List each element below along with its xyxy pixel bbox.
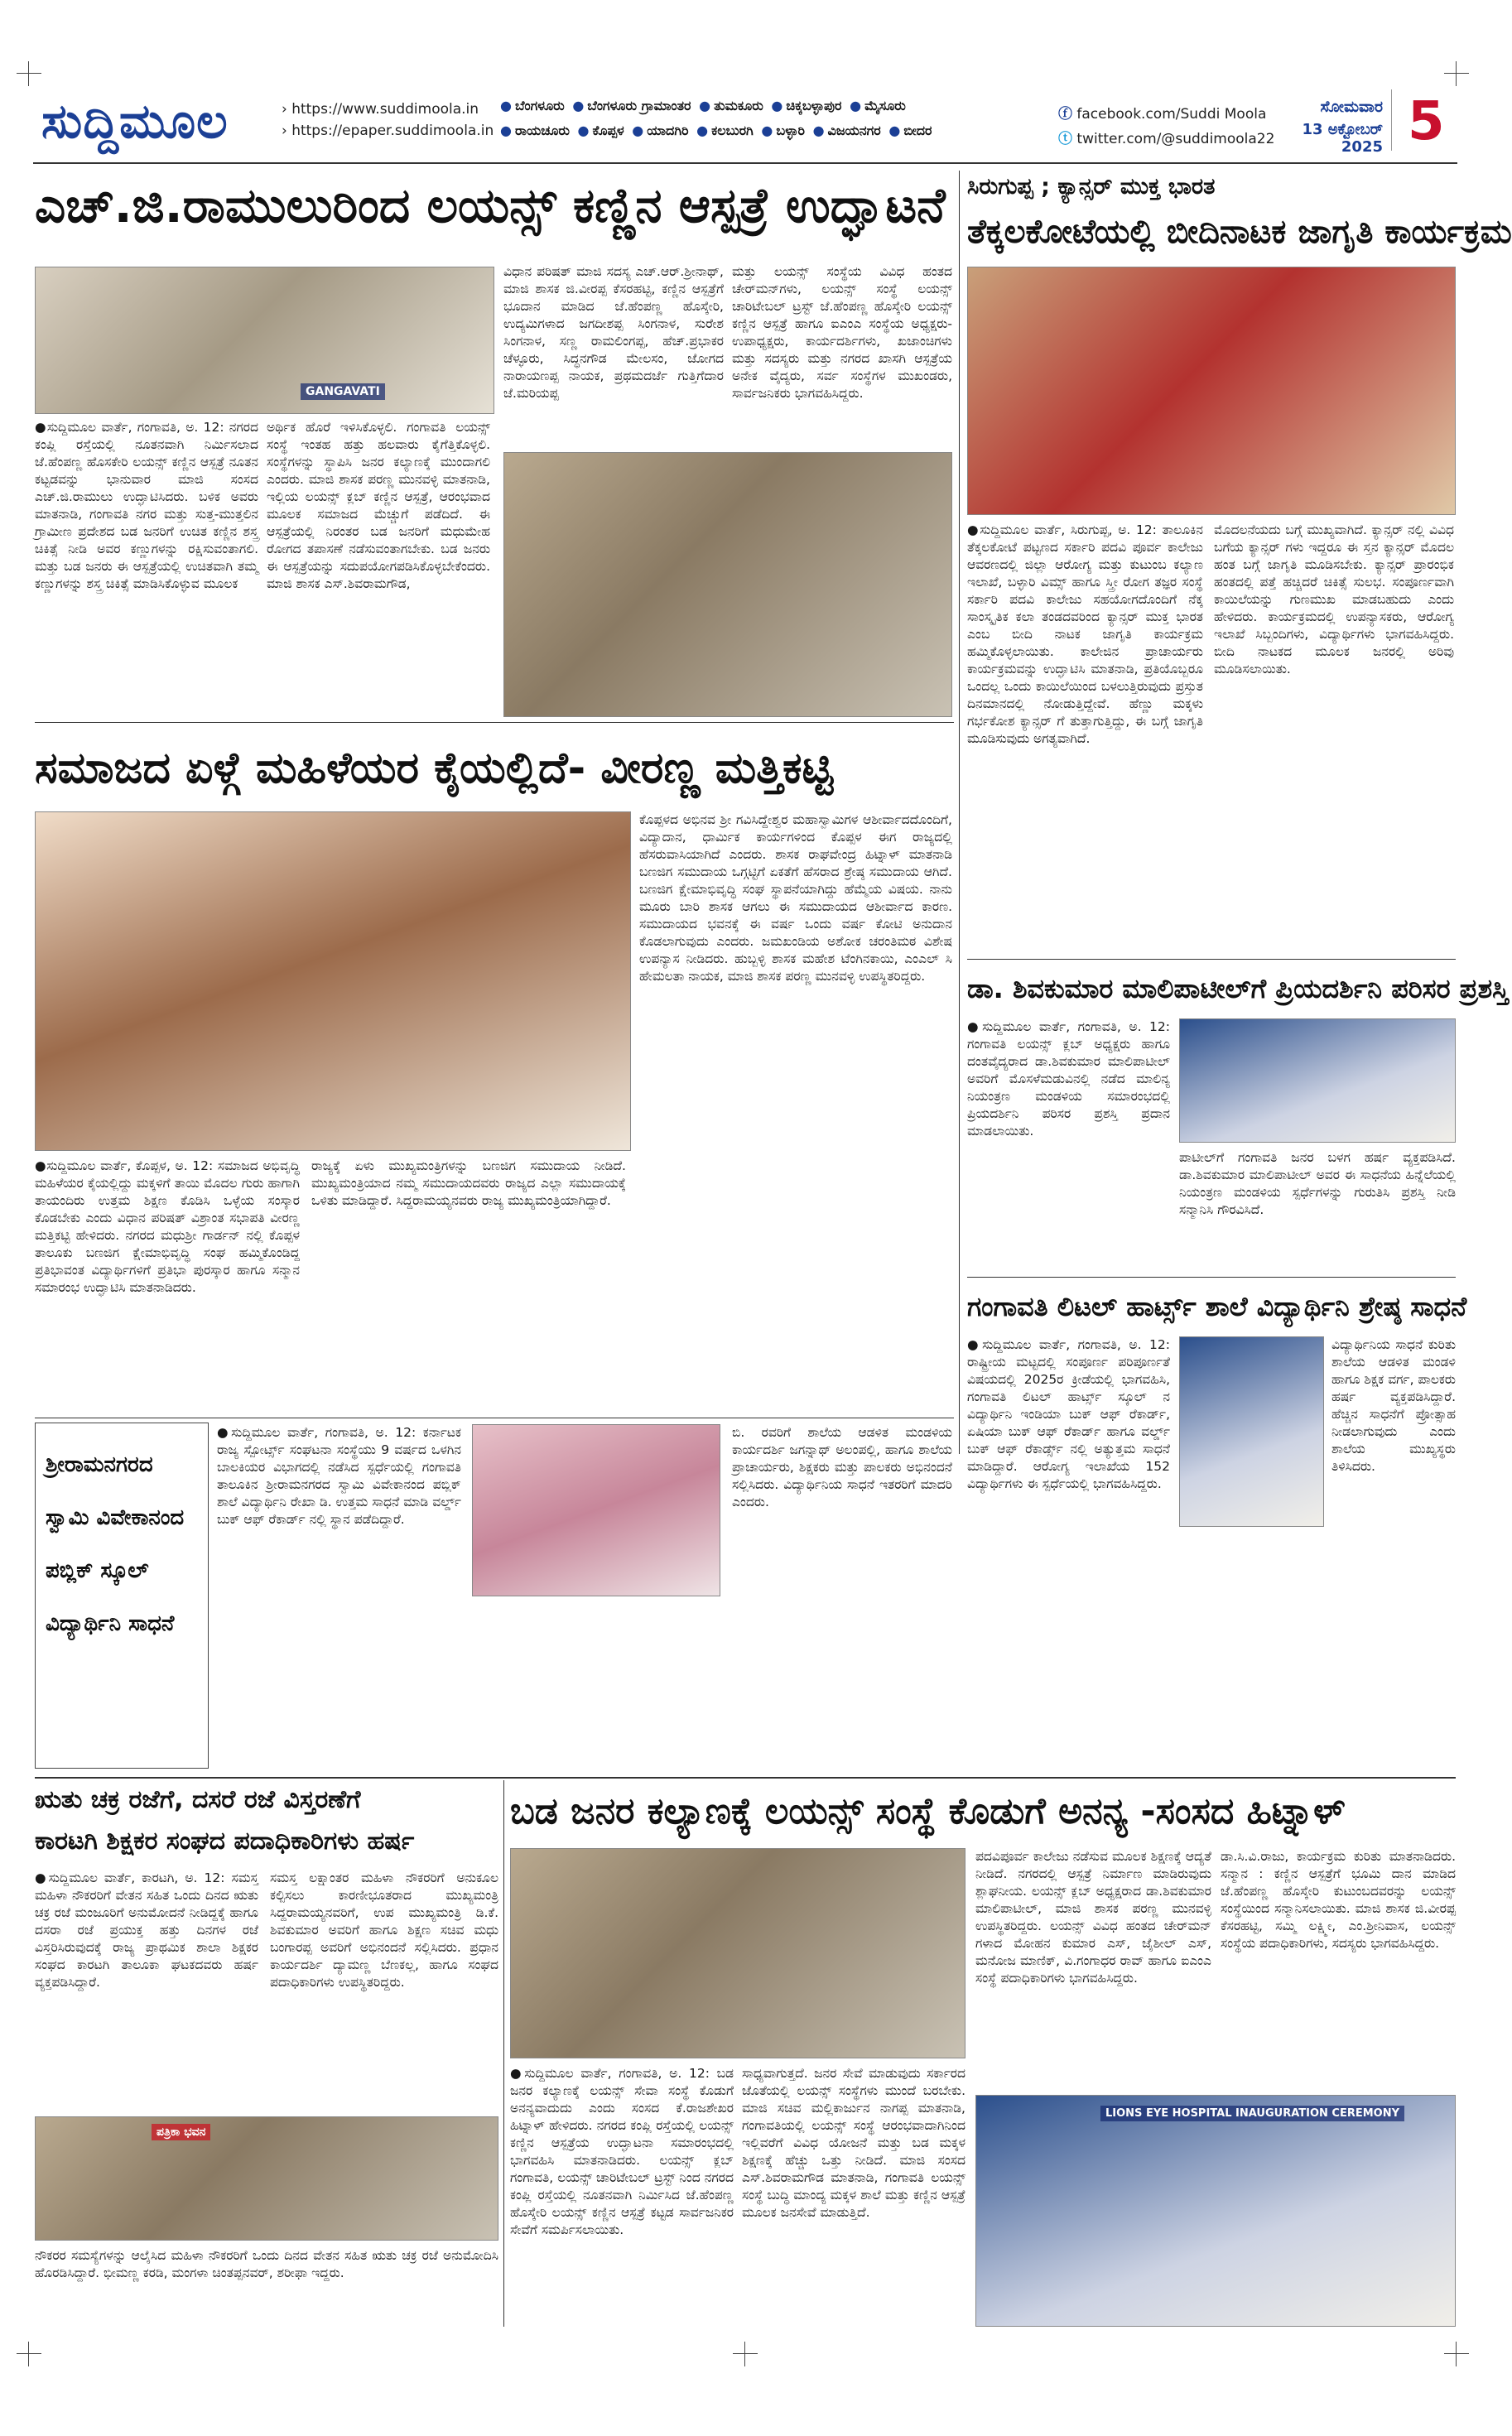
story4-headline: ಡಾ. ಶಿವಕುಮಾರ ಮಾಲಿಪಾಟೀಲ್‌ಗೆ ಪ್ರಿಯದರ್ಶಿನಿ ಪರಿಸರ ಪ್ರಶಸ್ತಿ <box>967 973 1509 1004</box>
story7-column-2: ಸಾಧ್ಯವಾಗುತ್ತದೆ. ಜನರ ಸೇವೆ ಮಾಡುವುದು ಸರ್ಕಾರದ ಜೊತೆಯಲ್ಲಿ ಲಯನ್ಸ್ ಸಂಸ್ಥೆಗಳು ಮುಂದೆ ಬರಬೇಕು. ಮಾಜಿ ಸಚಿವ ಮಲ್ಲಿಕಾರ್ಜುನ ನಾಗಪ್ಪ ಮಾತನಾಡಿ, ಗಂಗಾವತಿಯಲ್ಲಿ ಲಯನ್ಸ್ ಸಂಸ್ಥೆ ಆರಂಭವಾದಾಗಿನಿಂದ ಇಲ್ಲಿವರೆಗೆ ವಿವಿಧ ಯೋಜನೆ ಮತ್ತು ಬಡ ಮಕ್ಕಳ ಶಿಕ್ಷಣಕ್ಕೆ ಹೆಚ್ಚು ಒತ್ತು ನೀಡಿದೆ. ಮಾಜಿ ಸಂಸದ ಎಸ್.ಶಿವರಾಮಗೌಡ ಮಾತನಾಡಿ, ಗಂಗಾವತಿ ಲಯನ್ಸ್ ಸಂಸ್ಥೆ ಬುದ್ಧಿ ಮಾಂದ್ಯ ಮಕ್ಕಳ ಶಾಲೆ ಮತ್ತು ಕಣ್ಣಿನ ಆಸ್ಪತ್ರೆ ಮೂಲಕ ಜನಸೇವೆ ಮಾಡುತ್ತಿದೆ. <box>742 2066 965 2220</box>
section-rule <box>35 722 954 723</box>
crop-mark <box>17 61 41 86</box>
page-number: 5 <box>1408 91 1445 152</box>
story7-photo-banner: LIONS EYE HOSPITAL INAUGURATION CEREMONY <box>1100 2106 1404 2121</box>
story1-photo-1 <box>35 267 494 414</box>
side-box-title: ಶ್ರೀರಾಮನಗರದ ಸ್ವಾಮಿ ವಿವೇಕಾನಂದ ಪಬ್ಲಿಕ್ ಸ್ಕೂಲ್ ವಿದ್ಯಾರ್ಥಿನಿ ಸಾಧನೆ <box>35 1423 209 1769</box>
issue-date: ಸೋಮವಾರ 13 ಅಕ್ಟೋಬರ್ 2025 <box>1302 98 1383 156</box>
story4-column-1: ●ಸುದ್ದಿಮೂಲ ವಾರ್ತೆ, ಗಂಗಾವತಿ, ಅ. 12: ಗಂಗಾವತಿ ಲಯನ್ಸ್ ಕ್ಲಬ್ ಅಧ್ಯಕ್ಷರು ಹಾಗೂ ದಂತವೈದ್ಯರಾದ ಡಾ.ಶಿವಕುಮಾರ ಮಾಲಿಪಾಟೀಲ್ ಅವರಿಗೆ ಮೊಸಳೆಮಡುವಿನಲ್ಲಿ ನಡೆದ ಮಾಲಿನ್ಯ ನಿಯಂತ್ರಣ ಮಂಡಳಿಯ ಸಮಾರಂಭದಲ್ಲಿ ಪ್ರಿಯದರ್ಶಿನಿ ಪರಿಸರ ಪ್ರಶಸ್ತಿ ಪ್ರದಾನ ಮಾಡಲಾಯಿತು. <box>967 1019 1170 1139</box>
story6-column-2: ಸಮಸ್ತ ಲಕ್ಷಾಂತರ ಮಹಿಳಾ ನೌಕರರಿಗೆ ಅನುಕೂಲ ಕಲ್ಪಿಸಲು ಕಾರಣೀಭೂತರಾದ ಮುಖ್ಯಮಂತ್ರಿ ಸಿದ್ದರಾಮಯ್ಯನವರಿಗೆ, ಉಪ ಮುಖ್ಯಮಂತ್ರಿ ಡಿ.ಕೆ. ಶಿವಕುಮಾರ ಅವರಿಗೆ ಹಾಗೂ ಶಿಕ್ಷಣ ಸಚಿವ ಮಧು ಬಂಗಾರಪ್ಪ ಅವರಿಗೆ ಅಭಿನಂದನೆ ಸಲ್ಲಿಸಿದರು. ಪ್ರಧಾನ ಕಾರ್ಯದರ್ಶಿ ದ್ಯಾಮಣ್ಣ ಬೆಣಕಲ್ಲ, ಹಾಗೂ ಸಂಘದ ಪದಾಧಿಕಾರಿಗಳು ಉಪಸ್ಥಿತರಿದ್ದರು. <box>270 1870 498 1990</box>
story3-headline: ಸಮಾಜದ ಏಳ್ಗೆ ಮಹಿಳೆಯರ ಕೈಯಲ್ಲಿದೆ- ವೀರಣ್ಣ ಮತ್ತಿಕಟ್ಟಿ <box>35 744 834 793</box>
story1-photo-banner: GANGAVATI <box>301 383 385 400</box>
story1-column-4: ಮತ್ತು ಲಯನ್ಸ್ ಸಂಸ್ಥೆಯ ವಿವಿಧ ಹಂತದ ಚೇರ್‌ಮನ್‌ಗಳು, ಲಯನ್ಸ್ ಸಂಸ್ಥೆ ಲಯನ್ಸ್ ಚಾರಿಟೇಬಲ್ ಟ್ರಸ್ಟ್ ಜೆ.ಹೆಂಪಣ್ಣ ಹೊಸ್ಕೇರಿ ಲಯನ್ಸ್ ಕಣ್ಣಿನ ಆಸ್ಪತ್ರೆ ಹಾಗೂ ಐಎಂಎ ಸಂಸ್ಥೆಯ ಅಧ್ಯಕ್ಷರು-ಉಪಾಧ್ಯಕ್ಷರು, ಕಾರ್ಯದರ್ಶಿಗಳು, ಖಜಾಂಚಿಗಳು ಮತ್ತು ಸದಸ್ಯರು ಮತ್ತು ನಗರದ ಖಾಸಗಿ ಆಸ್ಪತ್ರೆಯ ಅನೇಕ ವೈದ್ಯರು, ಸರ್ವ ಸಂಸ್ಥೆಗಳ ಮುಖಂಡರು, ಸಾರ್ವಜನಿಕರು ಭಾಗವಹಿಸಿದ್ದರು. <box>732 264 952 401</box>
story3-column-1: ●ಸುದ್ದಿಮೂಲ ವಾರ್ತೆ, ಕೊಪ್ಪಳ, ಅ. 12: ಸಮಾಜದ ಅಭಿವೃದ್ಧಿ ಮಹಿಳೆಯರ ಕೈಯಲ್ಲಿದ್ದು ಮಕ್ಕಳಿಗೆ ತಾಯಿ ಮೊದಲ ಗುರು ಹಾಗಾಗಿ ತಾಯಂದಿರು ಉತ್ತಮ ಶಿಕ್ಷಣ ಕೊಡಿಸಿ ಒಳ್ಳೆಯ ಸಂಸ್ಕಾರ ಕೊಡಬೇಕು ಎಂದು ವಿಧಾನ ಪರಿಷತ್ ವಿಶ್ರಾಂತ ಸಭಾಪತಿ ವೀರಣ್ಣ ಮತ್ತಿಕಟ್ಟಿ ಹೇಳಿದರು. ನಗರದ ಮಧುಶ್ರೀ ಗಾರ್ಡನ್ ನಲ್ಲಿ ಕೊಪ್ಪಳ ತಾಲೂಕು ಬಣಜಿಗ ಕ್ಷೇಮಾಭಿವೃದ್ಧಿ ಸಂಘ ಹಮ್ಮಿಕೊಂಡಿದ್ದ ಪ್ರತಿಭಾವಂತ ವಿದ್ಯಾರ್ಥಿಗಳಿಗೆ ಪ್ರತಿಭಾ ಪುರಸ್ಕಾರ ಹಾಗೂ ಸನ್ಮಾನ ಸಮಾರಂಭ ಉದ್ಘಾಟಿಸಿ ಮಾತನಾಡಿದರು. <box>35 1158 300 1295</box>
story6-photo <box>35 2116 498 2241</box>
crop-mark <box>1444 61 1469 86</box>
story7-column-1: ●ಸುದ್ದಿಮೂಲ ವಾರ್ತೆ, ಗಂಗಾವತಿ, ಅ. 12: ಬಡ ಜನರ ಕಲ್ಯಾಣಕ್ಕೆ ಲಯನ್ಸ್ ಸೇವಾ ಸಂಸ್ಥೆ ಕೊಡುಗೆ ಅನನ್ಯವಾದುದು ಎಂದು ಸಂಸದ ಕೆ.ರಾಜಶೇಖರ ಹಿಟ್ನಾಳ್ ಹೇಳಿದರು. ನಗರದ ಕಂಪ್ಲಿ ರಸ್ತೆಯಲ್ಲಿ ಲಯನ್ಸ್ ಕಣ್ಣಿನ ಆಸ್ಪತ್ರೆಯ ಉದ್ಘಾಟನಾ ಸಮಾರಂಭದಲ್ಲಿ ಭಾಗವಹಿಸಿ ಮಾತನಾಡಿದರು. ಲಯನ್ಸ್ ಕ್ಲಬ್ ಗಂಗಾವತಿ, ಲಯನ್ಸ್ ಚಾರಿಟೇಬಲ್ ಟ್ರಸ್ಟ್ ನಿಂದ ನಗರದ ಕಂಪ್ಲಿ ರಸ್ತೆಯಲ್ಲಿ ನೂತನವಾಗಿ ನಿರ್ಮಿಸಿದ ಜೆ.ಹೆಂಪಣ್ಣ ಹೊಸ್ಕೇರಿ ಲಯನ್ಸ್ ಕಣ್ಣಿನ ಆಸ್ಪತ್ರೆ ಕಟ್ಟಡ ಸಾರ್ವಜನಿಕರ ಸೇವೆಗೆ ಸಮರ್ಪಿಸಲಾಯಿತು. <box>510 2066 734 2237</box>
section-rule <box>35 1777 1456 1779</box>
story2-column-1: ●ಸುದ್ದಿಮೂಲ ವಾರ್ತೆ, ಸಿರುಗುಪ್ಪ, ಅ. 12: ತಾಲೂಕಿನ ತೆಕ್ಕಲಕೋಟೆ ಪಟ್ಟಣದ ಸರ್ಕಾರಿ ಪದವಿ ಪೂರ್ವ ಕಾಲೇಜು ಆವರಣದಲ್ಲಿ ಜಿಲ್ಲಾ ಆರೋಗ್ಯ ಮತ್ತು ಕುಟುಂಬ ಕಲ್ಯಾಣ ಇಲಾಖೆ, ಬಳ್ಳಾರಿ ವಿಮ್ಸ್ ಹಾಗೂ ಸ್ತ್ರೀ ರೋಗ ತಜ್ಞರ ಸಂಸ್ಥೆ ಸರ್ಕಾರಿ ಪದವಿ ಕಾಲೇಜು ಸಹಯೋಗದೊಂದಿಗೆ ನೆಕ್ಕ ಸಾಂಸ್ಕೃತಿಕ ಕಲಾ ತಂಡದವರಿಂದ ಕ್ಯಾನ್ಸರ್ ಮುಕ್ತ ಭಾರತ ಎಂಬ ಬೀದಿ ನಾಟಕ ಜಾಗೃತಿ ಕಾರ್ಯಕ್ರಮ ಹಮ್ಮಿಕೊಳ್ಳಲಾಯಿತು. ಕಾಲೇಜಿನ ಪ್ರಾಚಾರ್ಯರು ಕಾರ್ಯಕ್ರಮವನ್ನು ಉದ್ಘಾಟಿಸಿ ಮಾತನಾಡಿ, ಪ್ರತಿಯೊಬ್ಬರೂ ಒಂದಲ್ಲ ಒಂದು ಕಾಯಿಲೆಯಿಂದ ಬಳಲುತ್ತಿರುವುದು ಪ್ರಸ್ತುತ ದಿನಮಾನದಲ್ಲಿ ನೋಡುತ್ತಿದ್ದೇವೆ. ಹೆಣ್ಣು ಮಕ್ಕಳು ಗರ್ಭಕೋಶ ಕ್ಯಾನ್ಸರ್ ಗೆ ತುತ್ತಾಗುತ್ತಿದ್ದು, ಈ ಬಗ್ಗೆ ಜಾಗೃತಿ ಮೂಡಿಸುವುದು ಅಗತ್ಯವಾಗಿದೆ. <box>967 522 1203 746</box>
district-row-1: ● ಬೆಂಗಳೂರು ● ಬೆಂಗಳೂರು ಗ್ರಾಮಾಂತರ ● ತುಮಕೂರು ● ಚಿಕ್ಕಬಳ್ಳಾಪುರ ● ಮೈಸೂರು <box>500 98 906 113</box>
masthead-divider <box>1391 89 1392 151</box>
story6-photo-banner: ಪತ್ರಿಕಾ ಭವನ <box>152 2124 210 2140</box>
side-box-column-1: ●ಸುದ್ದಿಮೂಲ ವಾರ್ತೆ, ಗಂಗಾವತಿ, ಅ. 12: ಕರ್ನಾಟಕ ರಾಜ್ಯ ಸ್ಪೋರ್ಟ್ಸ್ ಸಂಘಟನಾ ಸಂಸ್ಥೆಯು 9 ವರ್ಷದ ಒಳಗಿನ ಬಾಲಕಿಯರ ವಿಭಾಗದಲ್ಲಿ ನಡೆಸಿದ ಸ್ಪರ್ಧೆಯಲ್ಲಿ ಗಂಗಾವತಿ ತಾಲೂಕಿನ ಶ್ರೀರಾಮನಗರದ ಸ್ವಾಮಿ ವಿವೇಕಾನಂದ ಪಬ್ಲಿಕ್ ಶಾಲೆ ವಿದ್ಯಾರ್ಥಿನಿ ರೇಖಾ ಡಿ. ಉತ್ತಮ ಸಾಧನೆ ಮಾಡಿ ವರ್ಲ್ಡ್ ಬುಕ್ ಆಫ್ ರೆಕಾರ್ಡ್ ನಲ್ಲಿ ಸ್ಥಾನ ಪಡೆದಿದ್ದಾರೆ. <box>217 1425 461 1527</box>
story6-headline-line1: ಋತು ಚಕ್ರ ರಜೆಗೆ, ದಸರೆ ರಜೆ ವಿಸ್ತರಣೆಗೆ <box>35 1785 361 1814</box>
story1-column-1: ●ಸುದ್ದಿಮೂಲ ವಾರ್ತೆ, ಗಂಗಾವತಿ, ಅ. 12: ನಗರದ ಕಂಪ್ಲಿ ರಸ್ತೆಯಲ್ಲಿ ನೂತನವಾಗಿ ನಿರ್ಮಿಸಲಾದ ಜೆ.ಹೆಂಪಣ್ಣ ಹೊಸಕೇರಿ ಲಯನ್ಸ್ ಕಣ್ಣಿನ ಆಸ್ಪತ್ರೆ ನೂತನ ಕಟ್ಟಡವನ್ನು ಭಾನುವಾರ ಮಾಜಿ ಸಂಸದ ಎಚ್.ಜಿ.ರಾಮುಲು ಉದ್ಘಾಟಿಸಿದರು. ಬಳಿಕ ಅವರು ಮಾತನಾಡಿ, ಗಂಗಾವತಿ ನಗರ ಮತ್ತು ಸುತ್ತ-ಮುತ್ತಲಿನ ಗ್ರಾಮೀಣ ಪ್ರದೇಶದ ಬಡ ಜನರಿಗೆ ಉಚಿತ ಕಣ್ಣಿನ ಶಸ್ತ್ರ ಚಿಕಿತ್ಸೆ ನೀಡಿ ಅವರ ಕಣ್ಣುಗಳನ್ನು ರಕ್ಷಿಸುವಂತಾಗಲಿ. ಮತ್ತು ಬಡ ಜನರು ಈ ಆಸ್ಪತ್ರೆಯಲ್ಲಿ ಉಚಿತವಾಗಿ ತಮ್ಮ ಕಣ್ಣುಗಳನ್ನು ಶಸ್ತ್ರ ಚಿಕಿತ್ಸೆ ಮಾಡಿಸಿಕೊಳ್ಳುವ ಮೂಲಕ <box>35 420 258 591</box>
story6-column-1: ●ಸುದ್ದಿಮೂಲ ವಾರ್ತೆ, ಕಾರಟಗಿ, ಅ. 12: ಸಮಸ್ತ ಮಹಿಳಾ ನೌಕರರಿಗೆ ವೇತನ ಸಹಿತ ಒಂದು ದಿನದ ಋತು ಚಕ್ರ ರಜೆ ಮಂಜೂರಿಗೆ ಅನುಮೋದನೆ ನೀಡಿದ್ದಕ್ಕೆ ಹಾಗೂ ದಸರಾ ರಜೆ ಪ್ರಯುಕ್ತ ಹತ್ತು ದಿನಗಳ ರಜೆ ವಿಸ್ತರಿಸಿರುವುದಕ್ಕೆ ರಾಜ್ಯ ಪ್ರಾಥಮಿಕ ಶಾಲಾ ಶಿಕ್ಷಕರ ಸಂಘದ ಕಾರಟಗಿ ತಾಲೂಕಾ ಘಟಕದವರು ಹರ್ಷ ವ್ಯಕ್ತಪಡಿಸಿದ್ದಾರೆ. <box>35 1870 258 1990</box>
story2-kicker: ಸಿರುಗುಪ್ಪ ; ಕ್ಯಾನ್ಸರ್ ಮುಕ್ತ ಭಾರತ <box>967 174 1216 200</box>
story4-column-2: ಪಾಟೀಲ್‌ಗೆ ಗಂಗಾವತಿ ಜನರ ಬಳಗ ಹರ್ಷ ವ್ಯಕ್ತಪಡಿಸಿದೆ. ಡಾ.ಶಿವಕುಮಾರ ಮಾಲಿಪಾಟೀಲ್ ಅವರ ಈ ಸಾಧನೆಯ ಹಿನ್ನೆಲೆಯಲ್ಲಿ ನಿಯಂತ್ರಣ ಮಂಡಳಿಯ ಸ್ಪರ್ಧೆಗಳನ್ನು ಗುರುತಿಸಿ ಪ್ರಶಸ್ತಿ ನೀಡಿ ಸನ್ಮಾನಿಸಿ ಗೌರವಿಸಿದೆ. <box>1179 1150 1456 1217</box>
story2-column-2: ಮೊದಲನೆಯದು ಬಗ್ಗೆ ಮುಖ್ಯವಾಗಿದೆ. ಕ್ಯಾನ್ಸರ್ ನಲ್ಲಿ ವಿವಿಧ ಬಗೆಯ ಕ್ಯಾನ್ಸರ್ ಗಳು ಇದ್ದರೂ ಈ ಸ್ತನ ಕ್ಯಾನ್ಸರ್ ಮೊದಲ ಹಂತ ಬಗ್ಗೆ ಜಾಗೃತಿ ಮೂಡಿಸಬೇಕು. ಕ್ಯಾನ್ಸರ್ ಪ್ರಾರಂಭಿಕ ಹಂತದಲ್ಲಿ ಪತ್ತೆ ಹಚ್ಚಿದರೆ ಚಿಕಿತ್ಸೆ ಸುಲಭ. ಸಂಪೂರ್ಣವಾಗಿ ಕಾಯಿಲೆಯನ್ನು ಗುಣಮುಖ ಮಾಡಬಹುದು ಎಂದು ಹೇಳಿದರು. ಕಾರ್ಯಕ್ರಮದಲ್ಲಿ ಉಪನ್ಯಾಸಕರು, ಆರೋಗ್ಯ ಇಲಾಖೆ ಸಿಬ್ಬಂದಿಗಳು, ವಿದ್ಯಾರ್ಥಿಗಳು ಭಾಗವಹಿಸಿದ್ದರು. ಬೀದಿ ನಾಟಕದ ಮೂಲಕ ಜನರಲ್ಲಿ ಅರಿವು ಮೂಡಿಸಲಾಯಿತು. <box>1214 522 1454 676</box>
story5-column-2: ವಿದ್ಯಾರ್ಥಿನಿಯ ಸಾಧನೆ ಕುರಿತು ಶಾಲೆಯ ಆಡಳಿತ ಮಂಡಳಿ ಹಾಗೂ ಶಿಕ್ಷಕ ವರ್ಗ, ಪಾಲಕರು ಹರ್ಷ ವ್ಯಕ್ತಪಡಿಸಿದ್ದಾರೆ. ಹೆಚ್ಚಿನ ಸಾಧನೆಗೆ ಪ್ರೋತ್ಸಾಹ ನೀಡಲಾಗುವುದು ಎಂದು ಶಾಲೆಯ ಮುಖ್ಯಸ್ಥರು ತಿಳಿಸಿದರು. <box>1331 1337 1456 1474</box>
website-link[interactable]: › https://www.suddimoola.in <box>282 101 479 118</box>
story1-column-2: ಅರ್ಥಿಕ ಹೊರೆ ಇಳಿಸಿಕೊಳ್ಳಲಿ. ಗಂಗಾವತಿ ಲಯನ್ಸ್ ಸಂಸ್ಥೆ ಇಂತಹ ಹತ್ತು ಹಲವಾರು ಕೈಗೆತ್ತಿಕೊಳ್ಳಲಿ. ಸಂಸ್ಥೆಗಳನ್ನು ಸ್ಥಾಪಿಸಿ ಜನರ ಕಲ್ಯಾಣಕ್ಕೆ ಮುಂದಾಗಲಿ ಎಂದರು. ಮಾಜಿ ಶಾಸಕ ಪರಣ್ಣ ಮುನವಳ್ಳಿ ಮಾತನಾಡಿ, ಇಲ್ಲಿಯ ಲಯನ್ಸ್ ಕ್ಲಬ್ ಕಣ್ಣಿನ ಆಸ್ಪತ್ರೆ, ಆರಂಭವಾದ ಮೂಲಕ ಸಮಾಜದ ಮೆಚ್ಚುಗೆ ಪಡೆದಿದೆ. ಈ ಆಸ್ಪತ್ರೆಯಲ್ಲಿ ನಿರಂತರ ಬಡ ಜನರಿಗೆ ಮಧುಮೇಹ ರೋಗದ ತಪಾಸಣೆ ನಡೆಸುವಂತಾಗಬೇಕು. ಬಡ ಜನರು ಈ ಆಸ್ಪತ್ರೆಯನ್ನು ಸದುಪಯೋಗಪಡಿಸಿಕೊಳ್ಳಬೇಕೆಂದರು. ಮಾಜಿ ಶಾಸಕ ಎಸ್.ಶಿವರಾಮಗೌಡ, <box>267 420 490 591</box>
story5-photo <box>1179 1336 1324 1527</box>
social-links <box>1058 98 1274 152</box>
crop-mark <box>733 2342 758 2366</box>
story7-column-4: ಡಾ.ಸಿ.ವಿ.ರಾಜು, ಕಾರ್ಯಕ್ರಮ ಕುರಿತು ಮಾತನಾಡಿದರು. ಸನ್ಮಾನ : ಕಣ್ಣಿನ ಆಸ್ಪತ್ರೆಗೆ ಭೂಮಿ ದಾನ ಮಾಡಿದ ಜೆ.ಹೆಂಪಣ್ಣ ಹೊಸ್ಕೇರಿ ಕುಟುಂಬದವರನ್ನು ಲಯನ್ಸ್ ಸಂಸ್ಥೆಯಿಂದ ಸನ್ಮಾನಿಸಲಾಯಿತು. ಮಾಜಿ ಶಾಸಕ ಜಿ.ವೀರಪ್ಪ ಕೆಸರಹಟ್ಟಿ, ಸಮ್ಮಿ ಲಕ್ಷ್ಮೀ, ಎಂ.ಶ್ರೀನಿವಾಸ, ಲಯನ್ಸ್ ಸಂಸ್ಥೆಯ ಪದಾಧಿಕಾರಿಗಳು, ಸದಸ್ಯರು ಭಾಗವಹಿಸಿದ್ದರು. <box>1221 1849 1456 1951</box>
story1-column-3: ವಿಧಾನ ಪರಿಷತ್ ಮಾಜಿ ಸದಸ್ಯ ಎಚ್.ಆರ್.ಶ್ರೀನಾಥ್, ಮಾಜಿ ಶಾಸಕ ಜಿ.ವೀರಪ್ಪ ಕೆಸರಹಟ್ಟಿ, ಕಣ್ಣಿನ ಆಸ್ಪತ್ರೆಗೆ ಭೂದಾನ ಮಾಡಿದ ಜೆ.ಹೆಂಪಣ್ಣ ಹೊಸ್ಕೇರಿ, ಉದ್ಯಮಿಗಳಾದ ಜಗದೀಶಪ್ಪ ಸಿಂಗನಾಳ, ಸುರೇಶ ಸಿಂಗನಾಳ, ಸಣ್ಣ ರಾಮಲಿಂಗಪ್ಪ, ಹೆಚ್.ಪ್ರಭಾಕರ ಚೆಳ್ಳೂರು, ಸಿದ್ಧನಗೌಡ ಮೇಲಸಂ, ಜೋಗದ ನಾರಾಯಣಪ್ಪ ನಾಯಕ, ಪ್ರಥಮದರ್ಜೆ ಗುತ್ತಿಗೆದಾರ ಜೆ.ಮರಿಯಪ್ಪ <box>503 264 724 401</box>
twitter-link[interactable]: ⓣ twitter.com/@suddimoola22 <box>1058 131 1275 147</box>
facebook-link[interactable]: ⓕ facebook.com/Suddi Moola <box>1058 106 1267 123</box>
epaper-link[interactable]: › https://epaper.suddimoola.in <box>282 123 494 139</box>
masthead-rule <box>33 162 1457 164</box>
facebook-icon: ⓕ <box>1058 106 1072 123</box>
story1-photo-2 <box>503 452 952 717</box>
story4-photo <box>1179 1018 1456 1143</box>
story5-column-1: ●ಸುದ್ದಿಮೂಲ ವಾರ್ತೆ, ಗಂಗಾವತಿ, ಅ. 12: ರಾಷ್ಟ್ರೀಯ ಮಟ್ಟದಲ್ಲಿ ಸಂಪೂರ್ಣ ಪರಿಪೂರ್ಣತೆ ವಿಷಯದಲ್ಲಿ 2025ರ ಕ್ರೀಡೆಯಲ್ಲಿ ಭಾಗವಹಿಸಿ, ಗಂಗಾವತಿ ಲಿಟಲ್ ಹಾರ್ಟ್ಸ್ ಸ್ಕೂಲ್ ನ ವಿದ್ಯಾರ್ಥಿನಿ ಇಂಡಿಯಾ ಬುಕ್ ಆಫ್ ರೆಕಾರ್ಡ್, ಏಷಿಯಾ ಬುಕ್ ಆಫ್ ರೆಕಾರ್ಡ್ ಹಾಗೂ ವರ್ಲ್ಡ್ ಬುಕ್ ಆಫ್ ರೆಕಾರ್ಡ್ಸ್ ನಲ್ಲಿ ಅತ್ಯುತ್ತಮ ಸಾಧನೆ ಮಾಡಿದ್ದಾರೆ. ಆರೋಗ್ಯ ಇಲಾಖೆಯ 152 ವಿದ್ಯಾರ್ಥಿಗಳು ಈ ಸ್ಪರ್ಧೆಯಲ್ಲಿ ಭಾಗವಹಿಸಿದ್ದರು. <box>967 1337 1170 1491</box>
story2-headline: ತೆಕ್ಕಲಕೋಟೆಯಲ್ಲಿ ಬೀದಿನಾಟಕ ಜಾಗೃತಿ ಕಾರ್ಯಕ್ರಮ <box>967 213 1512 251</box>
twitter-icon: ⓣ <box>1058 131 1072 147</box>
masthead-links <box>282 96 494 144</box>
crop-mark <box>1444 2342 1469 2366</box>
story7-photo-2 <box>975 2095 1456 2327</box>
section-rule <box>967 1277 1456 1278</box>
story3-column-2: ರಾಜ್ಯಕ್ಕೆ ಏಳು ಮುಖ್ಯಮಂತ್ರಿಗಳನ್ನು ಬಣಜಿಗ ಸಮುದಾಯ ನೀಡಿದೆ. ಮುಖ್ಯಮಂತ್ರಿಯಾದ ನಮ್ಮ ಸಮುದಾಯದವರು ರಾಜ್ಯದ ಎಲ್ಲಾ ಸಮುದಾಯಕ್ಕೆ ಒಳಿತು ಮಾಡಿದ್ದಾರೆ. ಸಿದ್ದರಾಮಯ್ಯನವರು ರಾಜ್ಯ ಮುಖ್ಯಮಂತ್ರಿಯಾಗಿದ್ದಾರೆ. <box>311 1158 626 1208</box>
section-rule <box>967 959 1456 960</box>
column-divider <box>959 171 960 1454</box>
story2-photo <box>967 267 1456 515</box>
story1-headline: ಎಚ್.ಜಿ.ರಾಮುಲುರಿಂದ ಲಯನ್ಸ್ ಕಣ್ಣಿನ ಆಸ್ಪತ್ರೆ ಉದ್ಘಾಟನೆ <box>35 177 946 233</box>
story6-caption: ನೌಕರರ ಸಮಸ್ಯೆಗಳನ್ನು ಆಲೈಸಿದ ಮಹಿಳಾ ನೌಕರರಿಗೆ ಒಂದು ದಿನದ ವೇತನ ಸಹಿತ ಋತು ಚಕ್ರ ರಜೆ ಅನುಮೋದಿಸಿ ಹೊರಡಿಸಿದ್ದಾರೆ. ಭೀಮಣ್ಣ ಕರಡಿ, ಮಂಗಳಾ ಚಿಂತಪ್ಪನವರ್, ಶರೀಫಾ ಇದ್ದರು. <box>35 2248 498 2280</box>
story3-column-3: ಕೊಪ್ಪಳದ ಅಭಿನವ ಶ್ರೀ ಗವಿಸಿದ್ದೇಶ್ವರ ಮಹಾಸ್ವಾಮಿಗಳ ಆಶೀರ್ವಾದದೊಂದಿಗೆ, ವಿದ್ಯಾದಾನ, ಧಾರ್ಮಿಕ ಕಾರ್ಯಗಳಿಂದ ಕೊಪ್ಪಳ ಈಗ ರಾಜ್ಯದಲ್ಲಿ ಹೆಸರುವಾಸಿಯಾಗಿದೆ ಎಂದರು. ಶಾಸಕ ರಾಘವೇಂದ್ರ ಹಿಟ್ನಾಳ್ ಮಾತನಾಡಿ ಬಣಜಿಗ ಸಮುದಾಯ ಒಗ್ಗಟ್ಟಿಗೆ ಏಕತೆಗೆ ಹೆಸರಾದ ಶ್ರೇಷ್ಠ ಸಮುದಾಯ ಆಗಿದೆ. ಬಣಜಿಗ ಕ್ಷೇಮಾಭಿವೃದ್ಧಿ ಸಂಘ ಸ್ಥಾಪನೆಯಾಗಿದ್ದು ಹೆಮ್ಮೆಯ ವಿಷಯ. ನಾನು ಮೂರು ಬಾರಿ ಶಾಸಕ ಆಗಲು ಈ ಸಮುದಾಯದ ಆಶೀರ್ವಾದ ಕಾರಣ. ಸಮುದಾಯದ ಭವನಕ್ಕೆ ಈ ವರ್ಷ ಒಂದು ವರ್ಷ ಕೋಟಿ ಅನುದಾನ ಕೊಡಲಾಗುವುದು ಎಂದರು. ಜಮಖಂಡಿಯ ಅಶೋಕ ಚರಂತಿಮಠ ವಿಶೇಷ ಉಪನ್ಯಾಸ ನೀಡಿದರು. ಹುಬ್ಬಳ್ಳಿ ಶಾಸಕ ಮಹೇಶ ಟೆಂಗಿನಕಾಯಿ, ಎಂಎಲ್ ಸಿ ಹೇಮಲತಾ ನಾಯಕ, ಮಾಜಿ ಶಾಸಕ ಪರಣ್ಣ ಮುನವಳ್ಳಿ ಉಪಸ್ಥಿತರಿದ್ದರು. <box>639 812 952 984</box>
column-divider <box>503 1780 504 2327</box>
side-box-photo <box>472 1424 720 1596</box>
side-box-column-2: ಬಿ. ರವರಿಗೆ ಶಾಲೆಯ ಆಡಳಿತ ಮಂಡಳಿಯ ಕಾರ್ಯದರ್ಶಿ ಜಗನ್ನಾಥ್ ಅಲಂಪಲ್ಲಿ, ಹಾಗೂ ಶಾಲೆಯ ಪ್ರಾಚಾರ್ಯರು, ಶಿಕ್ಷಕರು ಮತ್ತು ಪಾಲಕರು ಅಭಿನಂದನೆ ಸಲ್ಲಿಸಿದರು. ವಿದ್ಯಾರ್ಥಿನಿಯ ಸಾಧನೆ ಇತರರಿಗೆ ಮಾದರಿ ಎಂದರು. <box>732 1425 952 1509</box>
story7-headline: ಬಡ ಜನರ ಕಲ್ಯಾಣಕ್ಕೆ ಲಯನ್ಸ್ ಸಂಸ್ಥೆ ಕೊಡುಗೆ ಅನನ್ಯ -ಸಂಸದ ಹಿಟ್ನಾಳ್ <box>510 1790 1346 1832</box>
story5-headline: ಗಂಗಾವತಿ ಲಿಟಲ್ ಹಾರ್ಟ್ಸ್ ಶಾಲೆ ವಿದ್ಯಾರ್ಥಿನಿ ಶ್ರೇಷ್ಠ ಸಾಧನೆ <box>967 1291 1467 1322</box>
story7-column-3: ಪದವಿಪೂರ್ವ ಕಾಲೇಜು ನಡೆಸುವ ಮೂಲಕ ಶಿಕ್ಷಣಕ್ಕೆ ಆದ್ಯತೆ ನೀಡಿದೆ. ನಗರದಲ್ಲಿ ಆಸ್ಪತ್ರೆ ನಿರ್ಮಾಣ ಮಾಡಿರುವುದು ಶ್ಲಾಘನೀಯ. ಲಯನ್ಸ್ ಕ್ಲಬ್ ಅಧ್ಯಕ್ಷರಾದ ಡಾ.ಶಿವಕುಮಾರ ಮಾಲಿಪಾಟೀಲ್, ಮಾಜಿ ಶಾಸಕ ಪರಣ್ಣ ಮುನವಳ್ಳಿ ಉಪಸ್ಥಿತರಿದ್ದರು. ಲಯನ್ಸ್ ವಿವಿಧ ಹಂತದ ಚೇರ್‌ಮನ್ ಗಳಾದ ಮೋಹನ ಕುಮಾರ ಎಸ್, ಜೈಶೀಲ್ ಎಸ್, ಮನೋಜ ಮಾಣಿಕ್, ವಿ.ಗಂಗಾಧರ ರಾವ್ ಹಾಗೂ ಐಎಂಎ ಸಂಸ್ಥೆ ಪದಾಧಿಕಾರಿಗಳು ಭಾಗವಹಿಸಿದ್ದರು. <box>975 1849 1211 1986</box>
crop-mark <box>17 2342 41 2366</box>
story3-photo <box>35 811 631 1151</box>
story6-headline-line2: ಕಾರಟಗಿ ಶಿಕ್ಷಕರ ಸಂಘದ ಪದಾಧಿಕಾರಿಗಳು ಹರ್ಷ <box>35 1827 415 1856</box>
district-row-2: ● ರಾಯಚೂರು ● ಕೊಪ್ಪಳ ● ಯಾದಗಿರಿ ● ಕಲಬುರಗಿ ● ಬಳ್ಳಾರಿ ● ವಿಜಯನಗರ ● ಬೀದರ <box>500 123 932 138</box>
masthead-logo: ಸುದ್ದಿಮೂಲ <box>41 93 229 149</box>
story7-photo-1 <box>510 1848 965 2058</box>
